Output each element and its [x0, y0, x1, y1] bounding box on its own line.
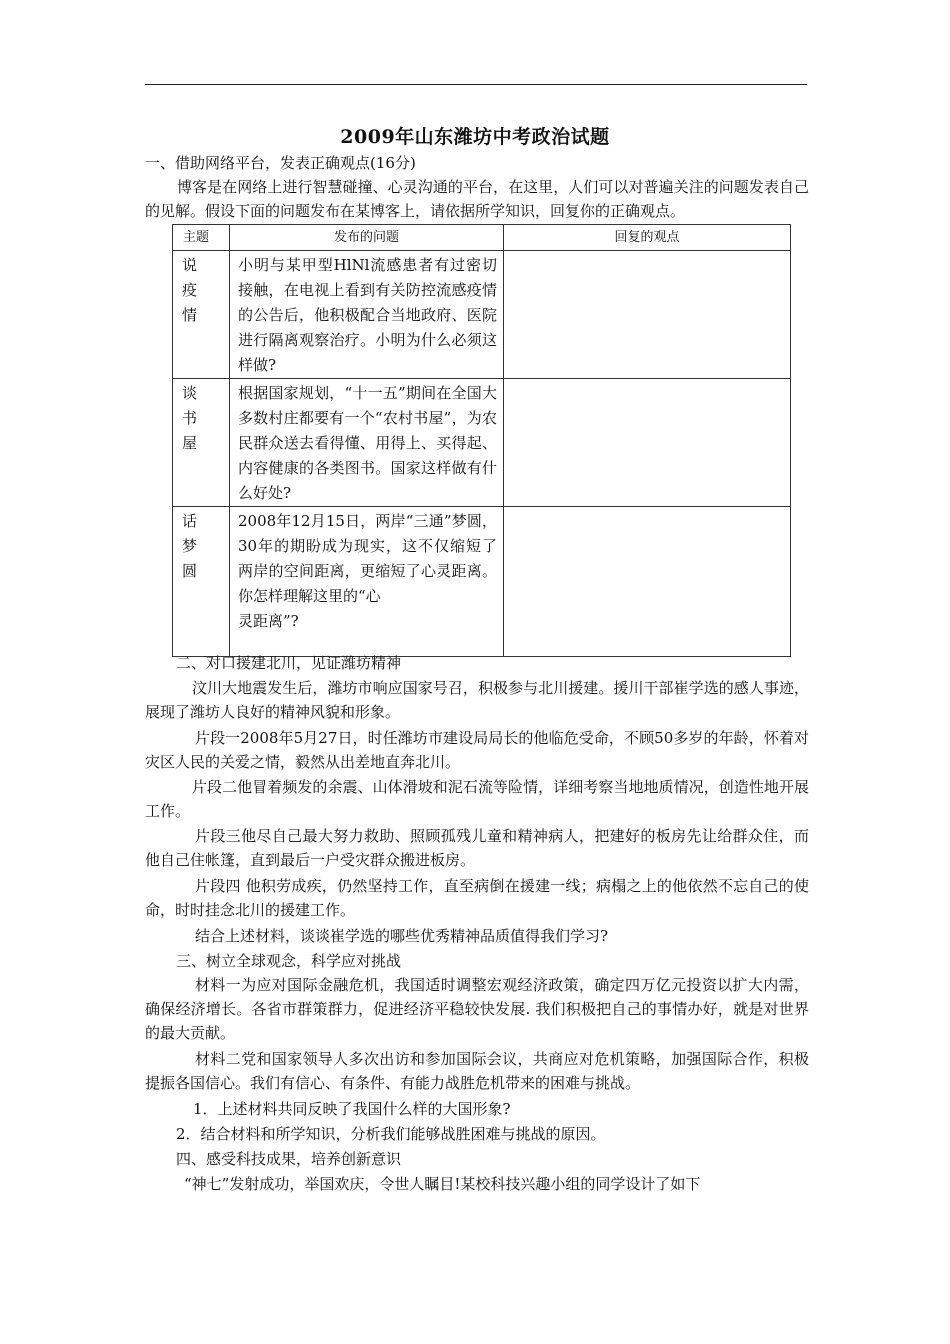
header-issue: 发布的问题 [230, 225, 504, 251]
section2-paragraph: 片段四 他积劳成疾，仍然坚持工作，直至病倒在援建一线；病榻之上的他依然不忘自己的使命，时时挂念北川的援建工作。 [145, 877, 809, 919]
topic-char: 书 [182, 409, 198, 427]
section2-paragraph: 片段二他冒着频发的余震、山体滑坡和泥石流等险情，详细考察当地地质情况，创造性地开展工作。 [145, 778, 809, 820]
section1-intro: 博客是在网络上进行智慧碰撞、心灵沟通的平台，在这里，人们可以对普遍关注的问题发表自己的见解。假设下面的问题发布在某博客上，请依据所学知识，回复你的正确观点。 [145, 178, 809, 220]
table-row [173, 379, 791, 507]
page-title: 2009年山东潍坊中考政治试题 [340, 126, 610, 148]
question-table [172, 224, 791, 657]
topic-char: 话 [182, 512, 198, 530]
table-header-row [173, 225, 791, 251]
row-topic [173, 379, 230, 507]
row-issue: 小明与某甲型HlNl流感患者有过密切接触，在电视上看到有关防控流感疫情的公告后，他积极配合当地政府、医院进行隔离观察治疗。小明为什么必须这样做? [230, 251, 504, 379]
row-issue: 根据国家规划，“十一五”期间在全国大多数村庄都要有一个“农村书屋”，为农民群众送去看得懂、用得上、买得起、内容健康的各类图书。国家这样做有什么好处? [230, 379, 504, 507]
topic-char: 疫 [182, 281, 198, 299]
topic-char: 圆 [182, 562, 198, 580]
topic-char: 屋 [182, 434, 198, 452]
topic-char: 谈 [182, 384, 198, 402]
header-reply: 回复的观点 [504, 225, 791, 251]
section1-heading: 一、借助网络平台，发表正确观点(16分) [145, 154, 416, 172]
row-topic [173, 507, 230, 657]
section2-question: 结合上述材料，谈谈崔学选的哪些优秀精神品质值得我们学习? [195, 927, 609, 945]
row-reply [504, 507, 791, 657]
issue-text-tail: 灵距离”? [238, 612, 299, 630]
issue-text: 2008年12月15日，两岸“三通”梦圆，30年的期盼成为现实，这不仅缩短了两岸的空间距离，更缩短了心灵距离。你怎样理解这里的“心 [238, 512, 497, 605]
row-issue [230, 507, 504, 657]
section4-paragraph: “神七”发射成功，举国欢庆，令世人瞩目!某校科技兴趣小组的同学设计了如下 [184, 1175, 701, 1193]
section3-heading: 三、树立全球观念，科学应对挑战 [176, 952, 402, 970]
section3-material: 材料一为应对国际金融危机，我国适时调整宏观经济政策，确定四万亿元投资以扩大内需，确保经济增长。各省市群策群力，促进经济平稳较快发展. 我们积极把自己的事情办好，就是对世界的最大贡献。 [145, 976, 809, 1042]
section4-heading: 四、感受科技成果，培养创新意识 [176, 1150, 402, 1168]
section2-heading: 二、对口援建北川，见证潍坊精神 [176, 654, 402, 672]
table-row [173, 251, 791, 379]
row-reply [504, 251, 791, 379]
topic-char: 说 [182, 256, 198, 274]
topic-char: 情 [182, 306, 198, 324]
section3-question: 2．结合材料和所学知识，分析我们能够战胜困难与挑战的原因。 [176, 1125, 606, 1143]
topic-char: 梦 [182, 537, 198, 555]
section2-paragraph: 片段一2008年5月27日，时任潍坊市建设局局长的他临危受命，不顾50多岁的年龄，怀着对灾区人民的关爱之情，毅然从出差地直奔北川。 [145, 729, 809, 771]
section3-question: 1．上述材料共同反映了我国什么样的大国形象? [193, 1100, 511, 1118]
section3-material: 材料二党和国家领导人多次出访和参加国际会议，共商应对危机策略，加强国际合作，积极提振各国信心。我们有信心、有条件、有能力战胜危机带来的困难与挑战。 [145, 1050, 809, 1092]
section2-paragraph: 汶川大地震发生后，潍坊市响应国家号召，积极参与北川援建。援川干部崔学选的感人事迹，展现了潍坊人良好的精神风貌和形象。 [145, 679, 809, 721]
row-reply [504, 379, 791, 507]
section2-paragraph: 片段三他尽自己最大努力救助、照顾孤残儿童和精神病人，把建好的板房先让给群众住，而他自己住帐篷，直到最后一户受灾群众搬进板房。 [145, 827, 809, 869]
header-topic: 主题 [173, 225, 230, 251]
table-row [173, 507, 791, 657]
row-topic [173, 251, 230, 379]
header-rule [145, 84, 807, 85]
